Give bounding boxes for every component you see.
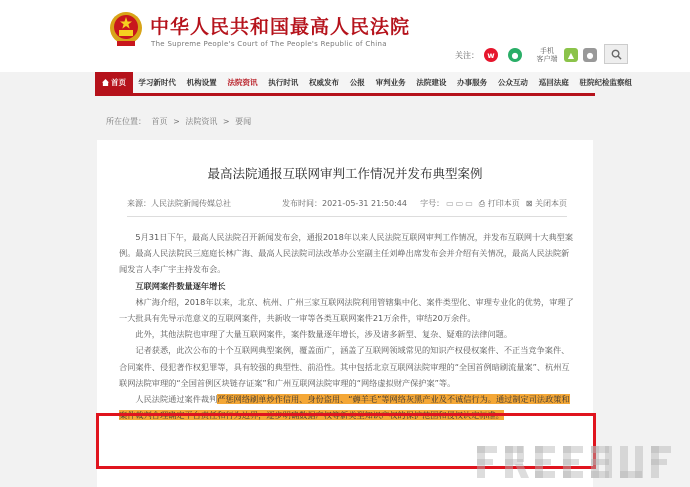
font-size-control[interactable] bbox=[420, 198, 473, 209]
home-icon bbox=[102, 79, 109, 86]
divider bbox=[127, 216, 567, 217]
nav-item-organization[interactable]: 机构设置 bbox=[186, 78, 217, 87]
section-heading: 互联网案件数量逐年增长 bbox=[135, 280, 226, 291]
paragraph: 林广海介绍，2018年以来，北京、杭州、广州三家互联网法院利用管辖集中化、案件类型化、审理专业化的优势，审理了一大批具有先导示范意义的互联网案件，共新收一审等各类互联网案件21万余件，审结20万余件。 bbox=[119, 296, 574, 324]
nav-item-home[interactable] bbox=[95, 72, 133, 93]
article-tools bbox=[420, 198, 567, 209]
paragraph: 记者获悉，此次公布的十个互联网典型案例，覆盖面广，涵盖了互联网领域常见的知识产权侵权案件、不正当竞争案件、合同案件、侵犯著作权犯罪等，具有较强的典型性、前沿性。其中包括北京互联网法院审理的“全国首例暗刷流量案”、杭州互联网法院审理的“全国首例区块链存证案”和广州互联网法院审理的“网络虚拟财产保护案”等。 bbox=[119, 345, 570, 388]
breadcrumb-item-home[interactable]: 首页 bbox=[151, 117, 168, 126]
nav-item-study[interactable]: 学习新时代 bbox=[138, 78, 176, 87]
nav-item-court-building[interactable]: 法院建设 bbox=[416, 78, 447, 87]
article-title: 最高法院通报互联网审判工作情况并发布典型案例 bbox=[207, 166, 483, 181]
mobile-label-1: 手机 bbox=[540, 47, 554, 55]
publish-label: 发布时间： bbox=[282, 199, 322, 208]
print-label: 打印本页 bbox=[487, 199, 520, 208]
main-nav bbox=[95, 72, 632, 96]
android-icon[interactable]: ▲ bbox=[564, 48, 578, 62]
publish-time-value: 2021-05-31 21:50:44 bbox=[322, 199, 407, 208]
close-label: 关闭本页 bbox=[535, 199, 567, 208]
breadcrumb-item-headlines[interactable]: 要闻 bbox=[235, 117, 252, 126]
font-size-label: 字号： bbox=[420, 199, 445, 208]
site-header bbox=[0, 0, 690, 72]
follow-label: 关注： bbox=[455, 51, 479, 60]
font-size-medium-icon[interactable]: ▭ bbox=[455, 199, 464, 208]
article-body bbox=[119, 229, 575, 423]
freebuf-watermark bbox=[475, 440, 685, 485]
font-size-small-icon[interactable]: ▭ bbox=[465, 199, 473, 208]
search-icon bbox=[611, 49, 622, 60]
breadcrumb bbox=[106, 116, 254, 127]
mobile-client-link[interactable] bbox=[533, 47, 561, 63]
nav-item-label: 首页 bbox=[111, 78, 126, 87]
nav-item-releases[interactable]: 权威发布 bbox=[309, 78, 340, 87]
nav-item-services[interactable]: 办事服务 bbox=[457, 78, 488, 87]
article-meta bbox=[127, 198, 567, 212]
article-source: 来源：人民法院新闻传媒总社 bbox=[127, 199, 231, 208]
close-icon: ⊠ bbox=[525, 199, 533, 208]
print-icon: ⎙ bbox=[478, 199, 486, 208]
breadcrumb-prefix: 所在位置： bbox=[106, 117, 146, 126]
apple-icon[interactable]: ● bbox=[583, 48, 597, 62]
nav-item-interaction[interactable]: 公众互动 bbox=[497, 78, 528, 87]
paragraph: 此外，其他法院也审理了大量互联网案件，案件数量逐年增长，涉及诸多新型、复杂、疑难的法律问题。 bbox=[135, 329, 513, 340]
wechat-icon[interactable]: ● bbox=[508, 48, 522, 62]
nav-item-trial[interactable]: 审判业务 bbox=[375, 78, 406, 87]
breadcrumb-item-court-news[interactable]: 法院资讯 bbox=[185, 117, 218, 126]
nav-item-court-news[interactable]: 法院资讯 bbox=[227, 78, 258, 87]
site-title[interactable]: 中华人民共和国最高人民法院 bbox=[150, 16, 411, 38]
close-page-button[interactable] bbox=[526, 198, 567, 209]
nav-item-enforcement[interactable]: 执行时讯 bbox=[268, 78, 299, 87]
article-publish-time bbox=[282, 198, 407, 209]
paragraph-text: 人民法院通过案件裁判 bbox=[135, 394, 218, 405]
breadcrumb-separator: > bbox=[173, 117, 180, 126]
search-button[interactable] bbox=[604, 44, 628, 64]
site-subtitle: The Supreme People's Court of The People's Republic of China bbox=[151, 40, 387, 48]
breadcrumb-separator: > bbox=[222, 117, 230, 126]
weibo-icon[interactable]: w bbox=[484, 48, 498, 62]
highlighted-text: 严惩网络刷单炒作信用、身份盗用、“薅羊毛”等网络灰黑产业及不诚信行为。通过制定司法政策和案件裁判合理确定平台责任和行为边界，逐步明确数据产权等新类型知识产权的保护范围和侵权认定标准。 bbox=[119, 394, 570, 421]
nav-item-gazette[interactable]: 公报 bbox=[349, 78, 365, 87]
paragraph: 5月31日下午，最高人民法院召开新闻发布会，通报2018年以来人民法院互联网审判工作情况，并发布互联网十大典型案例。最高人民法院民三庭庭长林广海、最高人民法院司法改革办公室副主任刘峥出席发布会并介绍有关情况，最高人民法院新闻发言人李广宇主持发布会。 bbox=[119, 232, 574, 275]
font-size-large-icon[interactable]: ▭ bbox=[446, 199, 454, 208]
national-emblem-icon bbox=[108, 10, 144, 48]
print-button[interactable] bbox=[479, 198, 520, 209]
mobile-label-2: 客户端 bbox=[536, 55, 558, 63]
nav-item-circuit-court[interactable]: 巡回法庭 bbox=[538, 78, 569, 87]
nav-item-inspection[interactable]: 驻院纪检监察组 bbox=[579, 78, 632, 87]
